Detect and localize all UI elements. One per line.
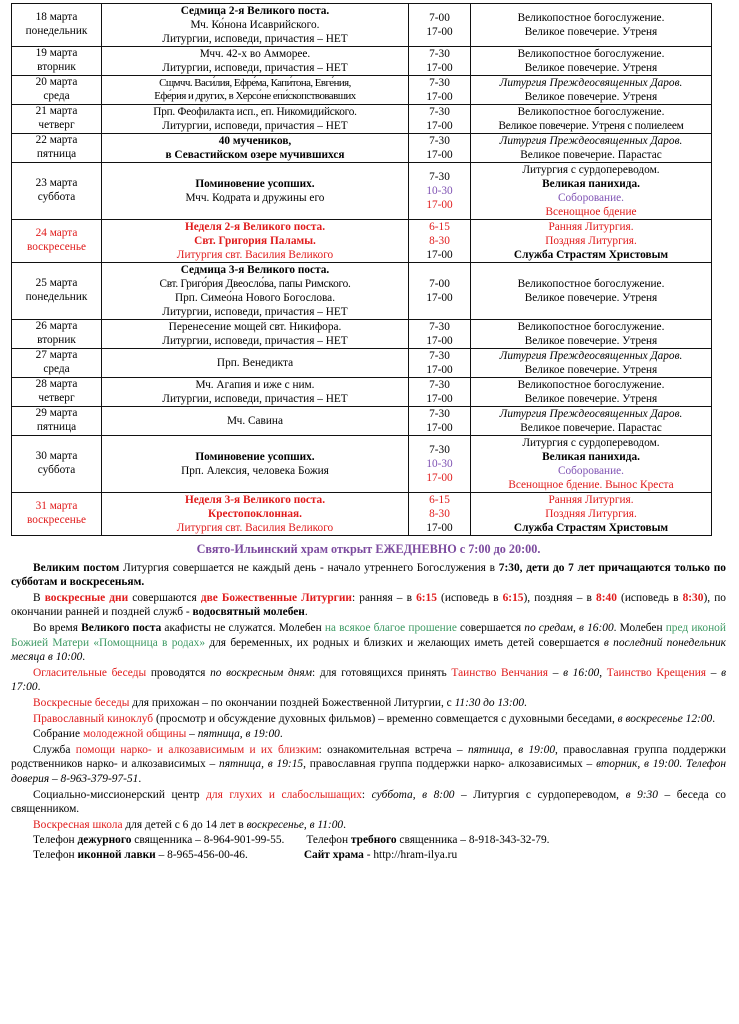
- table-row: [12, 263, 712, 320]
- note-text-run: водосвятный молебен: [192, 606, 305, 619]
- cell-date: [12, 407, 102, 436]
- cell-date: [12, 378, 102, 407]
- description-line: Седмица 2-я Великого поста.: [180, 5, 330, 17]
- cell-service: [471, 436, 712, 493]
- note-text-run: (исповедь в: [436, 591, 503, 604]
- schedule-table-body: [12, 4, 712, 536]
- service-line: Великопостное богослужение.: [517, 48, 665, 60]
- note-text-run: Православный киноклуб: [33, 712, 154, 725]
- date-line: 22 марта: [35, 134, 78, 147]
- note-text-run: в 17:00: [11, 666, 727, 694]
- description-line: Неделя 2-я Великого поста.: [184, 221, 326, 233]
- description-line: Мчч. 42-х во Амморее.: [199, 48, 311, 60]
- time-line: 17-00: [426, 249, 453, 261]
- time-line: 17-00: [426, 62, 453, 74]
- note-text-run: для глухих и слабослышащих: [206, 788, 362, 801]
- note-text-run: ), по окончании ранней и поздней служб -: [11, 591, 726, 619]
- note-text-run: воскресные дни: [44, 591, 129, 604]
- note-text-run: 6:15: [502, 591, 524, 604]
- date-line: 25 марта: [35, 277, 78, 290]
- note-text-run: пятница, в 19:00: [197, 728, 280, 741]
- note-text-run: 11:30 до 13:00: [454, 696, 525, 709]
- contact-text-run: священника – 8-964-901-99-55.: [131, 834, 285, 847]
- cell-time: [409, 47, 471, 76]
- time-line: 7-30: [429, 48, 450, 60]
- description-line: Поминовение усопших.: [195, 178, 315, 190]
- cell-service: [471, 493, 712, 536]
- note-text-run: для беременных, их родных и близких и желающих иметь детей совершается: [205, 636, 604, 649]
- cell-service: [471, 407, 712, 436]
- note-text-run: –: [548, 666, 564, 679]
- date-line: среда: [43, 363, 70, 375]
- note-text-run: проводятся: [146, 666, 211, 679]
- service-line: Соборование.: [557, 192, 624, 204]
- cell-time: [409, 263, 471, 320]
- date-line: 30 марта: [35, 450, 78, 463]
- note-text-run: помощи нарко- и алкозависимым и их близким: [75, 743, 319, 756]
- table-row: [12, 163, 712, 220]
- table-row: [12, 320, 712, 349]
- date-line: 19 марта: [35, 47, 78, 60]
- cell-time: [409, 134, 471, 163]
- cell-service: [471, 263, 712, 320]
- cell-service: [471, 134, 712, 163]
- note-text-run: Служба: [33, 743, 76, 756]
- date-line: 31 марта: [35, 500, 78, 513]
- note-text-run: на всякое благое прошение: [324, 621, 457, 634]
- cell-time: [409, 76, 471, 105]
- description-line: Мч. Агапия и иже с ним.: [195, 379, 315, 391]
- time-line: 6-15: [429, 494, 450, 506]
- contact-text-run: – 8-965-456-00-46.: [155, 848, 248, 861]
- cell-description: [102, 4, 409, 47]
- description-line: 40 мучеников,: [218, 135, 292, 147]
- time-line: 7-30: [429, 106, 450, 118]
- cell-date: [12, 320, 102, 349]
- time-line: 7-30: [429, 135, 450, 147]
- note-text-run: для прихожан – по окончании поздней Божественной Литургии, с: [129, 696, 455, 709]
- note-sunday-talks: [11, 696, 726, 711]
- service-line: Великая панихида.: [542, 178, 640, 190]
- cell-date: [12, 349, 102, 378]
- cell-description: [102, 320, 409, 349]
- note-text-run: Во время: [33, 621, 82, 634]
- description-line: Литургии, исповеди, причастия – НЕТ: [162, 62, 348, 74]
- note-text-run: (исповедь в: [616, 591, 683, 604]
- cell-service: [471, 349, 712, 378]
- service-line: Великое повечерие. Утреня: [524, 91, 658, 103]
- cell-date: [12, 436, 102, 493]
- time-line: 7-30: [429, 321, 450, 333]
- note-text-run: Огласительные беседы: [33, 666, 147, 679]
- date-line: 26 марта: [35, 320, 78, 333]
- service-line: Поздняя Литургия.: [545, 508, 637, 520]
- note-text-run: .: [304, 606, 308, 619]
- cell-service: [471, 105, 712, 134]
- note-text-run: совершаются: [128, 591, 201, 604]
- cell-description: [102, 436, 409, 493]
- note-deaf-center: [11, 788, 726, 817]
- contact-text-run: Телефон: [33, 848, 78, 861]
- note-text-run: ), поздняя – в: [523, 591, 597, 604]
- description-line: Прп. Венедикта: [216, 357, 294, 369]
- date-line: 27 марта: [35, 349, 78, 362]
- service-line: Литургия Преждеосвященных Даров.: [499, 135, 683, 147]
- note-text-run: – беседа со священником.: [11, 788, 726, 816]
- time-line: 17-00: [426, 422, 453, 434]
- cell-date: [12, 105, 102, 134]
- service-line: Литургия Преждеосвященных Даров.: [499, 350, 683, 362]
- note-text-run: .: [37, 681, 41, 694]
- note-text-run: акафисты не служатся. Молебен: [161, 621, 325, 634]
- note-text-run: в воскресенье 12:00: [617, 712, 713, 725]
- note-text-run: две Божественные Литургии: [200, 591, 352, 604]
- time-line: 7-30: [429, 379, 450, 391]
- note-text-run: 8:40: [596, 591, 617, 604]
- note-text-run: Социально-миссионерский центр: [33, 788, 207, 801]
- contact-text-run: иконной лавки: [77, 848, 156, 861]
- cell-description: [102, 220, 409, 263]
- service-line: Соборование.: [557, 465, 624, 477]
- date-line: четверг: [38, 392, 75, 404]
- cell-description: [102, 349, 409, 378]
- description-line: Мч. Ко́нона Исаврийского.: [190, 19, 320, 31]
- note-sunday-school: [11, 818, 726, 833]
- service-line: Великое повечерие. Утреня: [524, 292, 658, 304]
- description-line: Сщмчч. Васи́лия, Ефре́ма, Капи́тона, Евге́ния,: [159, 76, 351, 89]
- service-schedule-table: [11, 3, 712, 536]
- note-youth: [11, 727, 726, 742]
- time-line: 17-00: [426, 335, 453, 347]
- date-line: суббота: [37, 464, 76, 476]
- date-line: вторник: [37, 61, 76, 73]
- description-line: Прп. Алексия, человека Божия: [181, 465, 329, 477]
- table-row: [12, 76, 712, 105]
- note-text-run: : ознакомительная встреча –: [318, 743, 468, 756]
- service-line: Литургия с сурдопереводом.: [522, 437, 660, 449]
- cell-description: [102, 105, 409, 134]
- note-great-fast: [11, 561, 726, 590]
- note-text-run: Таинство Крещения: [606, 666, 707, 679]
- date-line: понедельник: [25, 25, 88, 37]
- note-text-run: Великим постом: [33, 561, 123, 574]
- table-row: [12, 349, 712, 378]
- note-film-club: [11, 712, 726, 727]
- cell-time: [409, 349, 471, 378]
- note-text-run: , православная группа поддержки родственников нарко- и алкозависимых –: [11, 743, 727, 771]
- note-text-run: .: [712, 712, 716, 725]
- cell-service: [471, 4, 712, 47]
- date-line: 20 марта: [35, 76, 78, 89]
- table-row: [12, 436, 712, 493]
- table-row: [12, 220, 712, 263]
- notes-section: [11, 542, 726, 862]
- table-row: [12, 493, 712, 536]
- note-text-run: по средам, в 16:00: [524, 621, 614, 634]
- table-row: [12, 105, 712, 134]
- date-line: пятница: [36, 148, 77, 160]
- description-line: Литургии, исповеди, причастия – НЕТ: [162, 33, 348, 45]
- note-addiction-help: [11, 743, 726, 787]
- description-line: Ефе́рия и других, в Херсо́не епи́скопствовавших: [154, 90, 356, 102]
- service-line: Поздняя Литургия.: [545, 235, 637, 247]
- note-text-run: .: [138, 772, 142, 785]
- cell-description: [102, 378, 409, 407]
- cell-description: [102, 134, 409, 163]
- description-line: Седмица 3-я Великого поста.: [180, 264, 330, 276]
- cell-time: [409, 320, 471, 349]
- description-line: Литургии, исповеди, причастия – НЕТ: [162, 335, 348, 347]
- cell-time: [409, 163, 471, 220]
- date-line: среда: [43, 90, 70, 102]
- service-line: Великая панихида.: [542, 451, 640, 463]
- service-line: Литургия Преждеосвященных Даров.: [499, 408, 683, 420]
- time-line: 17-00: [426, 91, 453, 103]
- notes-paragraph-list: [11, 561, 726, 833]
- note-text-run: совершается: [456, 621, 525, 634]
- service-line: Ранняя Литургия.: [548, 494, 634, 506]
- service-line: Всенощное бдение: [545, 206, 637, 218]
- note-text-run: – Литургия с сурдопереводом,: [454, 788, 626, 801]
- description-line: Литургия свт. Василия Великого: [176, 522, 334, 534]
- time-line: 7-30: [429, 171, 450, 183]
- note-text-run: вторник, в 19:00. Телефон доверия – 8-963-379-97-51: [11, 758, 727, 785]
- contact-text-run: Телефон: [306, 834, 351, 847]
- contacts-block: [11, 833, 726, 862]
- service-line: Великое повечерие. Утреня с полиелеем: [498, 120, 684, 132]
- note-catechetical: [11, 666, 726, 695]
- cell-service: [471, 163, 712, 220]
- time-line: 17-00: [426, 522, 453, 534]
- description-line: Литургия свт. Василия Великого: [176, 249, 334, 261]
- description-line: Прп. Феофилакта исп., еп. Никомидийского.: [153, 106, 357, 118]
- time-line: 17-00: [426, 472, 453, 484]
- note-text-run: .: [82, 651, 86, 664]
- contact-text-run: - http://hram-ilya.ru: [363, 848, 458, 861]
- service-line: Литургия с сурдопереводом.: [522, 164, 660, 176]
- date-line: 21 марта: [35, 105, 78, 118]
- cell-description: [102, 47, 409, 76]
- date-line: четверг: [38, 119, 75, 131]
- date-line: пятница: [36, 421, 77, 433]
- table-row: [12, 378, 712, 407]
- description-line: Литургии, исповеди, причастия – НЕТ: [162, 120, 348, 132]
- note-text-run: Таинство Венчания: [451, 666, 549, 679]
- time-line: 7-00: [429, 12, 450, 24]
- contact-text-run: священника – 8-918-343-32-79.: [396, 834, 550, 847]
- note-text-run: :: [361, 788, 372, 801]
- service-line: Великое повечерие. Утреня: [524, 62, 658, 74]
- service-line: Великое повечерие. Парастас: [520, 149, 662, 161]
- description-line: Поминовение усопших.: [195, 451, 315, 463]
- time-line: 10-30: [426, 458, 453, 470]
- note-text-run: В: [33, 591, 45, 604]
- service-line: Великопостное богослужение.: [517, 12, 665, 24]
- cell-description: [102, 163, 409, 220]
- cell-date: [12, 220, 102, 263]
- note-text-run: в 16:00: [563, 666, 600, 679]
- note-text-run: 6:15: [416, 591, 437, 604]
- service-line: Ранняя Литургия.: [548, 221, 634, 233]
- cell-time: [409, 493, 471, 536]
- service-line: Служба Страстям Христовым: [513, 522, 669, 534]
- service-line: Великое повечерие. Утреня: [524, 26, 658, 38]
- description-line: в Севастийском озере мучившихся: [165, 149, 345, 161]
- time-line: 17-00: [426, 292, 453, 304]
- cell-service: [471, 76, 712, 105]
- service-line: Великопостное богослужение.: [517, 321, 665, 333]
- contact-text-run: Сайт храма: [303, 848, 364, 861]
- service-line: Великопостное богослужение.: [517, 106, 665, 118]
- cell-date: [12, 493, 102, 536]
- note-text-run: ,: [599, 666, 607, 679]
- service-line: Великое повечерие. Утреня: [524, 393, 658, 405]
- description-line: Неделя 3-я Великого поста.: [184, 494, 326, 506]
- cell-date: [12, 134, 102, 163]
- date-line: суббота: [37, 191, 76, 203]
- note-text-run: –: [186, 728, 198, 741]
- time-line: 10-30: [426, 185, 453, 197]
- contact-text-run: требного: [350, 834, 397, 847]
- note-text-run: пред иконой Божией Матери «Помощница в родах»: [11, 621, 726, 649]
- note-text-run: 8:30: [682, 591, 704, 604]
- note-text-run: Великого поста: [81, 621, 162, 634]
- time-line: 7-30: [429, 350, 450, 362]
- description-line: Мч. Савина: [227, 415, 283, 427]
- table-row: [12, 47, 712, 76]
- cell-service: [471, 320, 712, 349]
- note-text-run: , православная группа поддержки нарко- алкозависимых –: [303, 758, 597, 771]
- date-line: 23 марта: [35, 177, 78, 190]
- date-line: воскресенье: [26, 241, 86, 253]
- note-text-run: Литургия совершается не каждый день - начало утреннего Богослужения в: [122, 561, 499, 574]
- cell-time: [409, 407, 471, 436]
- cell-time: [409, 220, 471, 263]
- note-text-run: Воскресные беседы: [33, 696, 130, 709]
- opening-hours-line: Свято-Ильинский храм открыт ЕЖЕДНЕВНО с 7:00 до 20:00.: [196, 542, 541, 556]
- description-line: Мчч. Кодрата и дружины его: [185, 192, 325, 204]
- note-text-run: воскресенье, в 11:00: [246, 818, 344, 831]
- cell-date: [12, 4, 102, 47]
- table-row: [12, 134, 712, 163]
- service-line: Великопостное богослужение.: [517, 278, 665, 290]
- date-line: 24 марта: [35, 227, 78, 240]
- description-line: Перенесение мощей свт. Никифора.: [168, 321, 342, 333]
- time-line: 17-00: [426, 149, 453, 161]
- note-text-run: 7:30, дети до 7 лет причащаются только по субботам и воскресеньям.: [11, 561, 727, 589]
- note-text-run: (просмотр и обсуждение духовных фильмов) – временно совмещается с духовными беседами,: [153, 712, 618, 725]
- contact-priests-phones: [11, 833, 726, 848]
- cell-time: [409, 436, 471, 493]
- note-text-run: пятница, в 19:15: [219, 758, 304, 771]
- date-line: понедельник: [25, 291, 88, 303]
- note-text-run: .: [524, 696, 527, 709]
- note-text-run: суббота, в 8:00: [371, 788, 455, 801]
- note-text-run: . Молебен: [613, 621, 666, 634]
- date-line: 29 марта: [35, 407, 78, 420]
- cell-description: [102, 407, 409, 436]
- cell-description: [102, 493, 409, 536]
- time-line: 17-00: [426, 199, 453, 211]
- table-row: [12, 407, 712, 436]
- cell-time: [409, 378, 471, 407]
- time-line: 7-30: [429, 408, 450, 420]
- description-line: Литургии, исповеди, причастия – НЕТ: [162, 306, 348, 318]
- service-line: Служба Страстям Христовым: [513, 249, 669, 261]
- cell-description: [102, 76, 409, 105]
- description-line: Свт. Григория Паламы.: [194, 235, 316, 247]
- date-line: вторник: [37, 334, 76, 346]
- description-line: Крестопоклонная.: [208, 508, 302, 520]
- cell-date: [12, 263, 102, 320]
- contact-text-run: дежурного: [77, 834, 132, 847]
- date-line: 28 марта: [35, 378, 78, 391]
- time-line: 8-30: [429, 235, 450, 247]
- time-line: 6-15: [429, 221, 450, 233]
- time-line: 7-00: [429, 278, 450, 290]
- note-text-run: –: [706, 666, 722, 679]
- description-line: Прп. Симео́на Нового Богослова.: [174, 292, 336, 304]
- table-row: [12, 4, 712, 47]
- time-line: 17-00: [426, 364, 453, 376]
- service-line: Литургия Преждеосвященных Даров.: [499, 77, 683, 89]
- time-line: 8-30: [429, 508, 450, 520]
- note-text-run: .: [343, 818, 346, 831]
- description-line: Свт. Григо́рия Двеосло́ва, папы Римского.: [159, 278, 351, 290]
- note-text-run: : для готовящихся принять: [311, 666, 452, 679]
- note-text-run: молодежной общины: [82, 728, 187, 741]
- time-line: 17-00: [426, 26, 453, 38]
- cell-service: [471, 220, 712, 263]
- service-line: Всенощное бдение. Вынос Креста: [508, 479, 674, 491]
- contact-shop-and-site: [11, 848, 726, 863]
- service-line: Великое повечерие. Утреня: [524, 364, 658, 376]
- note-akathists: [11, 621, 726, 665]
- cell-description: [102, 263, 409, 320]
- date-line: воскресенье: [26, 514, 86, 526]
- note-text-run: пятница, в 19:00: [467, 743, 556, 756]
- contact-text-run: Телефон: [33, 834, 78, 847]
- note-text-run: для детей с 6 до 14 лет в: [122, 818, 247, 831]
- note-text-run: в последний понедельник месяца в 10:00: [11, 636, 726, 664]
- cell-time: [409, 105, 471, 134]
- date-line: 18 марта: [35, 11, 78, 24]
- time-line: 7-30: [429, 444, 450, 456]
- service-line: Великое повечерие. Утреня: [524, 335, 658, 347]
- time-line: 17-00: [426, 393, 453, 405]
- service-line: Великое повечерие. Парастас: [520, 422, 662, 434]
- cell-service: [471, 378, 712, 407]
- note-text-run: : ранняя – в: [352, 591, 417, 604]
- time-line: 7-30: [429, 77, 450, 89]
- cell-date: [12, 47, 102, 76]
- note-text-run: Собрание: [33, 728, 83, 741]
- cell-time: [409, 4, 471, 47]
- note-sundays: [11, 591, 726, 620]
- note-text-run: по воскресным дням: [210, 666, 312, 679]
- cell-date: [12, 76, 102, 105]
- cell-service: [471, 47, 712, 76]
- note-text-run: .: [279, 728, 283, 741]
- cell-date: [12, 163, 102, 220]
- time-line: 17-00: [426, 120, 453, 132]
- service-line: Великопостное богослужение.: [517, 379, 665, 391]
- note-text-run: Воскресная школа: [33, 818, 123, 831]
- description-line: Литургии, исповеди, причастия – НЕТ: [162, 393, 348, 405]
- note-text-run: в 9:30: [625, 788, 658, 801]
